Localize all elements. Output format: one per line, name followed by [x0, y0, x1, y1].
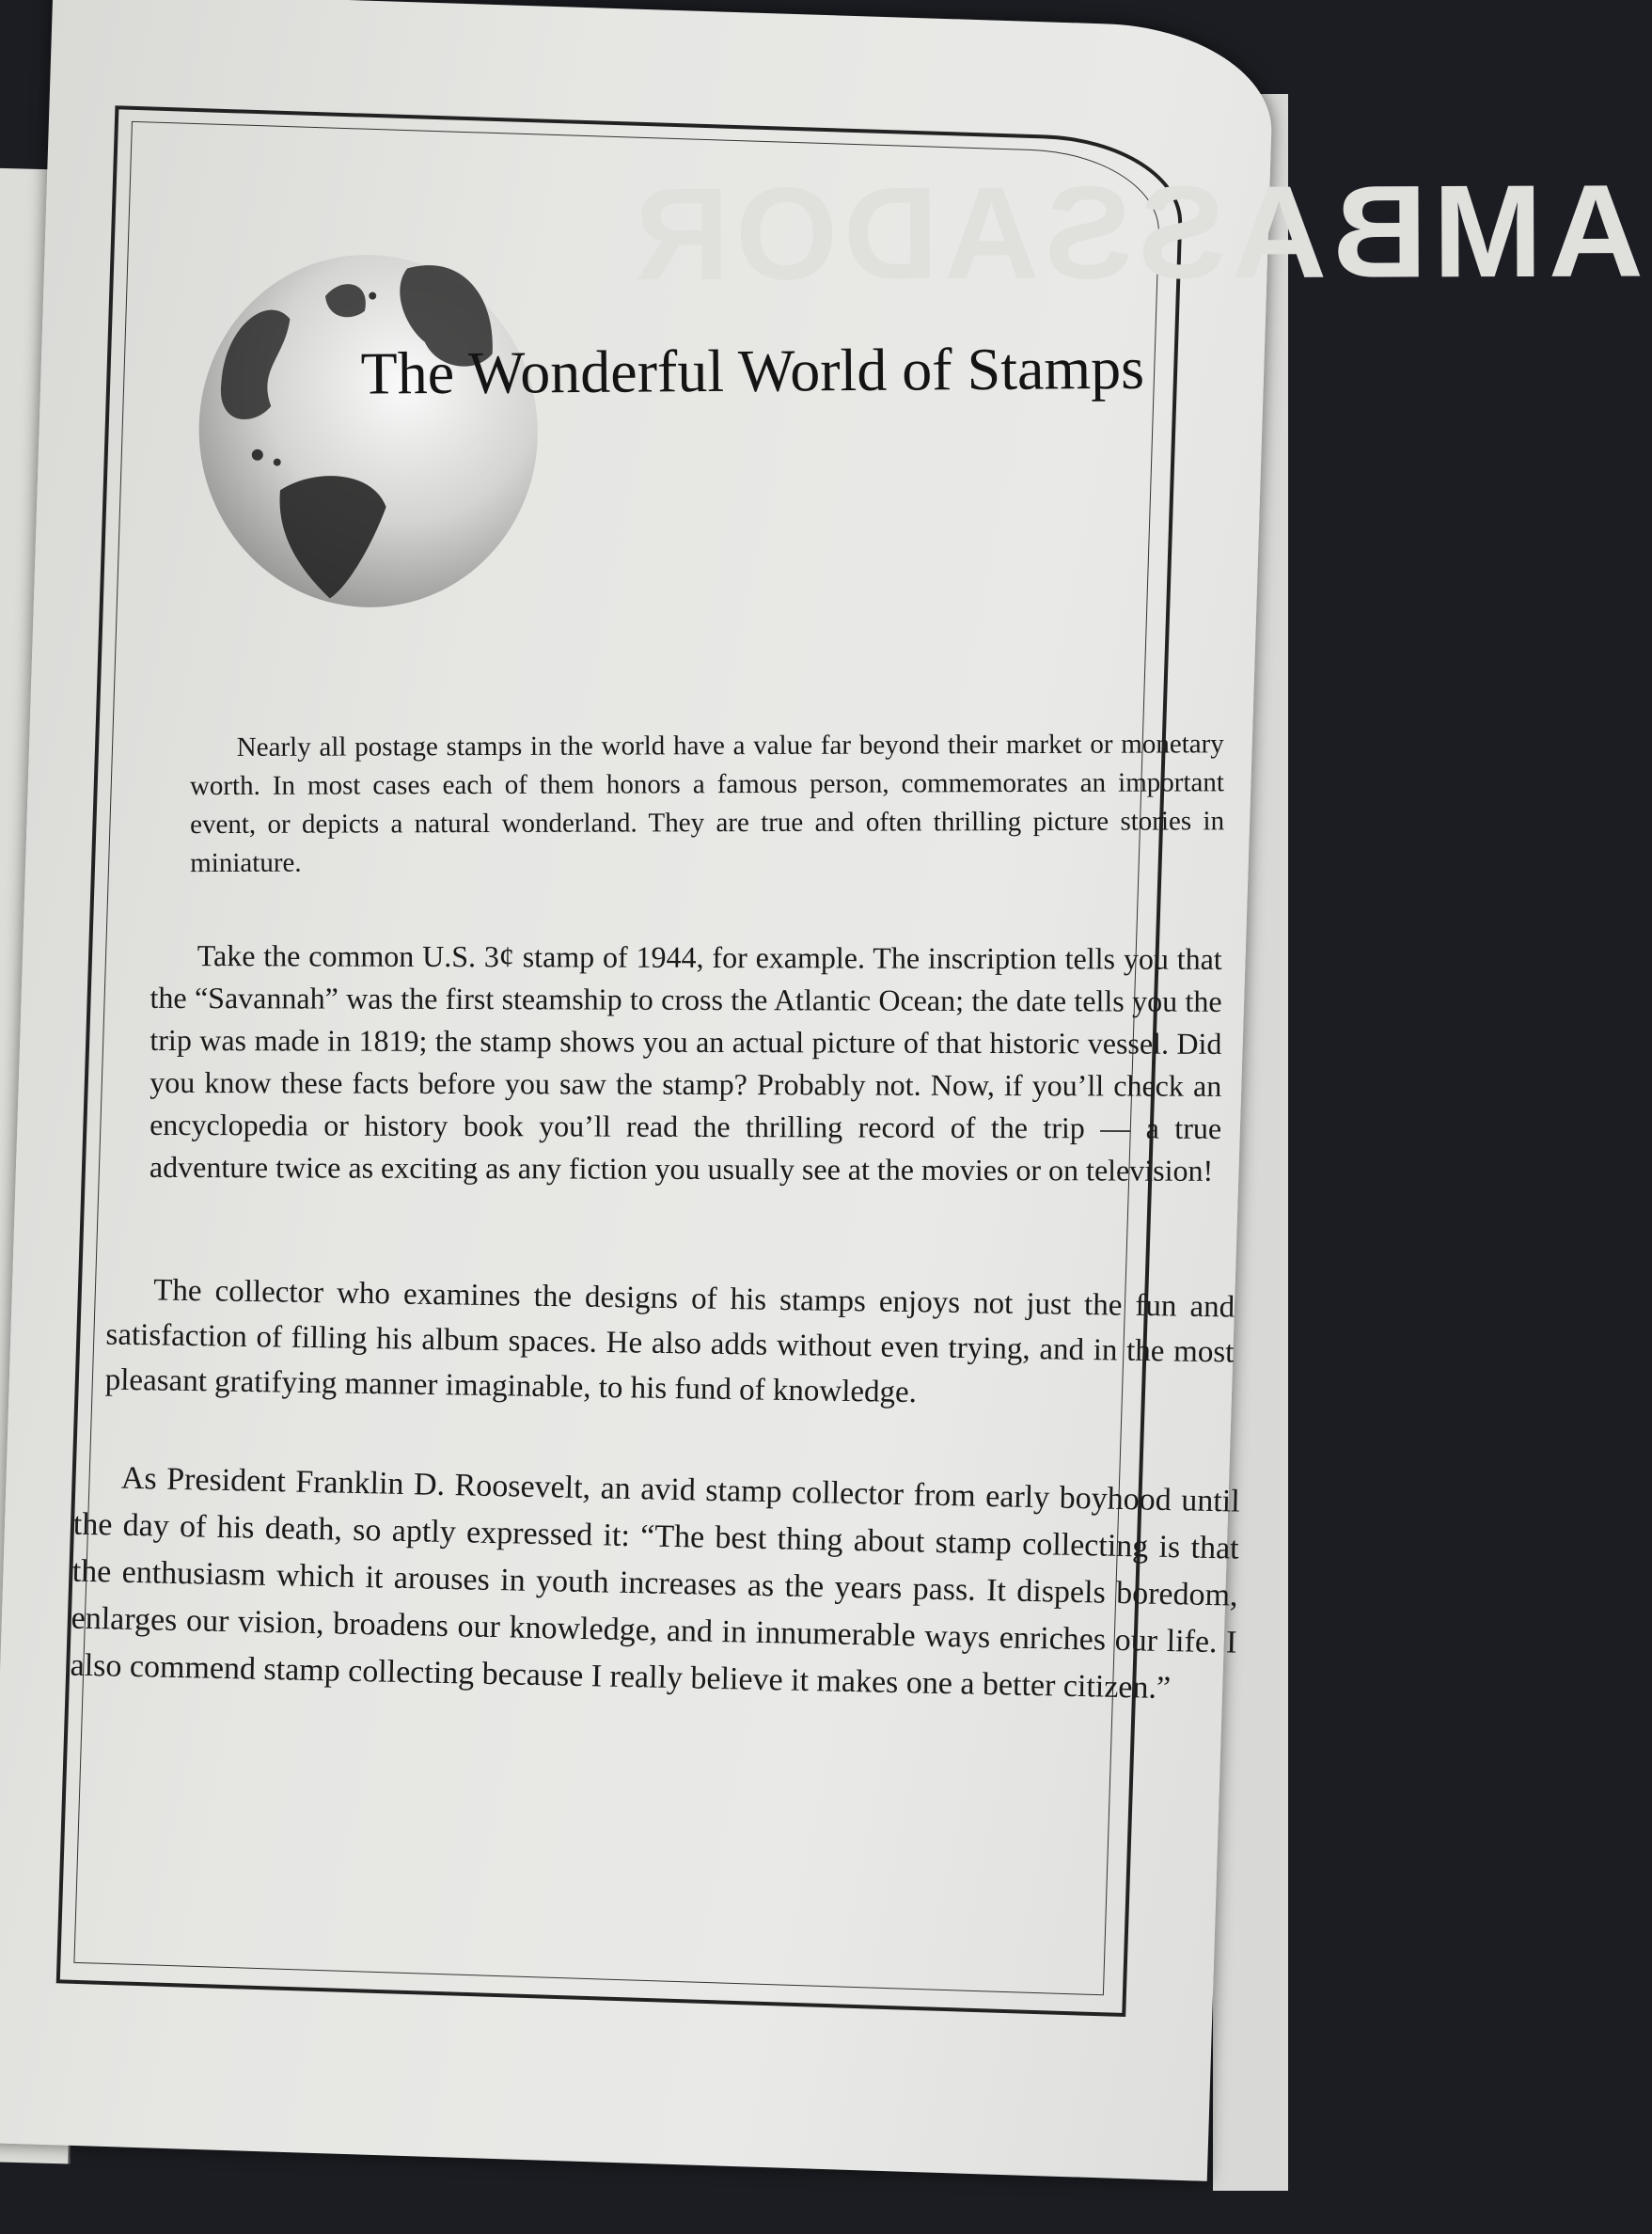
- paragraph-1: Nearly all postage stamps in the world have a value far beyond their market or monetary worth. In most cases each of them honors a famous person, commemorates an important event, or depicts a natural wonderland. They are true and often thrilling picture stories in miniature.: [189, 729, 1225, 879]
- page-title: The Wonderful World of Stamps: [360, 334, 1145, 407]
- paragraph-3: The collector who examines the designs of his stamps enjoys not just the fun and satisfaction of filling his album spaces. He also adds without even trying, and in the most pleasant gratifying manner imaginable, to his fund of knowledge.: [104, 1273, 1235, 1410]
- bleed-through-text: AMBASSADOR: [628, 156, 1644, 308]
- paragraph-4: As President Franklin D. Roosevelt, an avid stamp collector from early boyhood until the day of his death, so aptly expressed it: “The best thing about stamp collecting is that the enthusiasm which it arouses in youth increases as the years pass. It dispels boredom, enlarges our vision, broadens our knowledge, and in innumerable ways enriches our life. I also commend stamp collecting because I really believe it makes one a better citizen.”: [70, 1460, 1241, 1707]
- globe-icon: [181, 238, 556, 625]
- paragraph-2: Take the common U.S. 3¢ stamp of 1944, for example. The inscription tells you that the “Savannah” was the first steamship to cross the Atlantic Ocean; the date tells you the trip was made in 1819; the stamp shows you an actual picture of that historic vessel. Did you know these facts before you saw the stamp? Probably not. Now, if you’ll check an encyclopedia or history book you’ll read the thrilling record of the trip — a true adventure twice as exciting as any fiction you usually see at the movies or on television!: [149, 938, 1222, 1188]
